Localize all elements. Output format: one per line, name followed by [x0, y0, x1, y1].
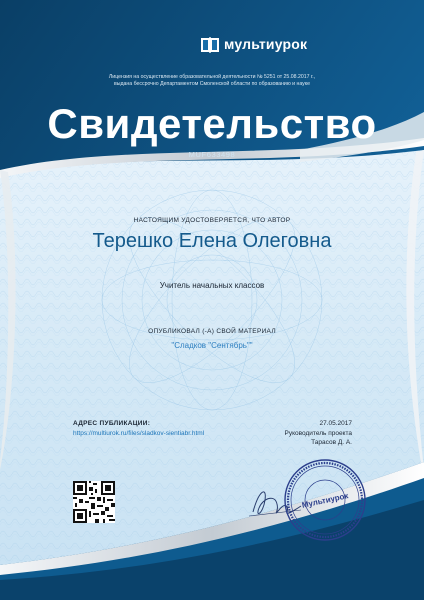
- author-position: Учитель начальных классов: [159, 281, 265, 290]
- license-line-1: Лицензия на осуществление образовательной деятельности № 5251 от 25.08.2017 г.,: [108, 74, 316, 80]
- certificate-title: Свидетельство: [47, 100, 377, 147]
- published-text: ОПУБЛИКОВАЛ (-А) СВОЙ МАТЕРИАЛ: [148, 328, 276, 335]
- publication-address-label: АДРЕС ПУБЛИКАЦИИ:: [73, 420, 151, 427]
- leader-title: Руководитель проекта: [284, 430, 352, 437]
- certificate-code: MUF633498: [188, 150, 236, 159]
- qr-code-icon[interactable]: [73, 481, 115, 523]
- author-name: Терешко Елена Олеговна: [92, 230, 332, 252]
- license-text: [0, 74, 424, 88]
- publication-address-link[interactable]: https://multiurok.ru/files/sladkov-sientiabr.html: [73, 430, 205, 437]
- brand-name: мультиурок: [224, 36, 308, 52]
- certify-text: НАСТОЯЩИМ УДОСТОВЕРЯЕТСЯ, ЧТО АВТОР: [133, 217, 291, 224]
- leader-name: Тарасов Д. А.: [311, 439, 352, 446]
- license-line-2: выдана бессрочно Департаментом Смоленской области по образованию и науке: [114, 81, 310, 87]
- official-stamp: [283, 458, 367, 542]
- certificate-date: 27.05.2017: [319, 420, 352, 427]
- book-logo-icon: [200, 36, 220, 54]
- material-title: "Сладков "Сентябрь"": [171, 341, 253, 350]
- stamp-brand-text: Мультиурок: [301, 491, 350, 510]
